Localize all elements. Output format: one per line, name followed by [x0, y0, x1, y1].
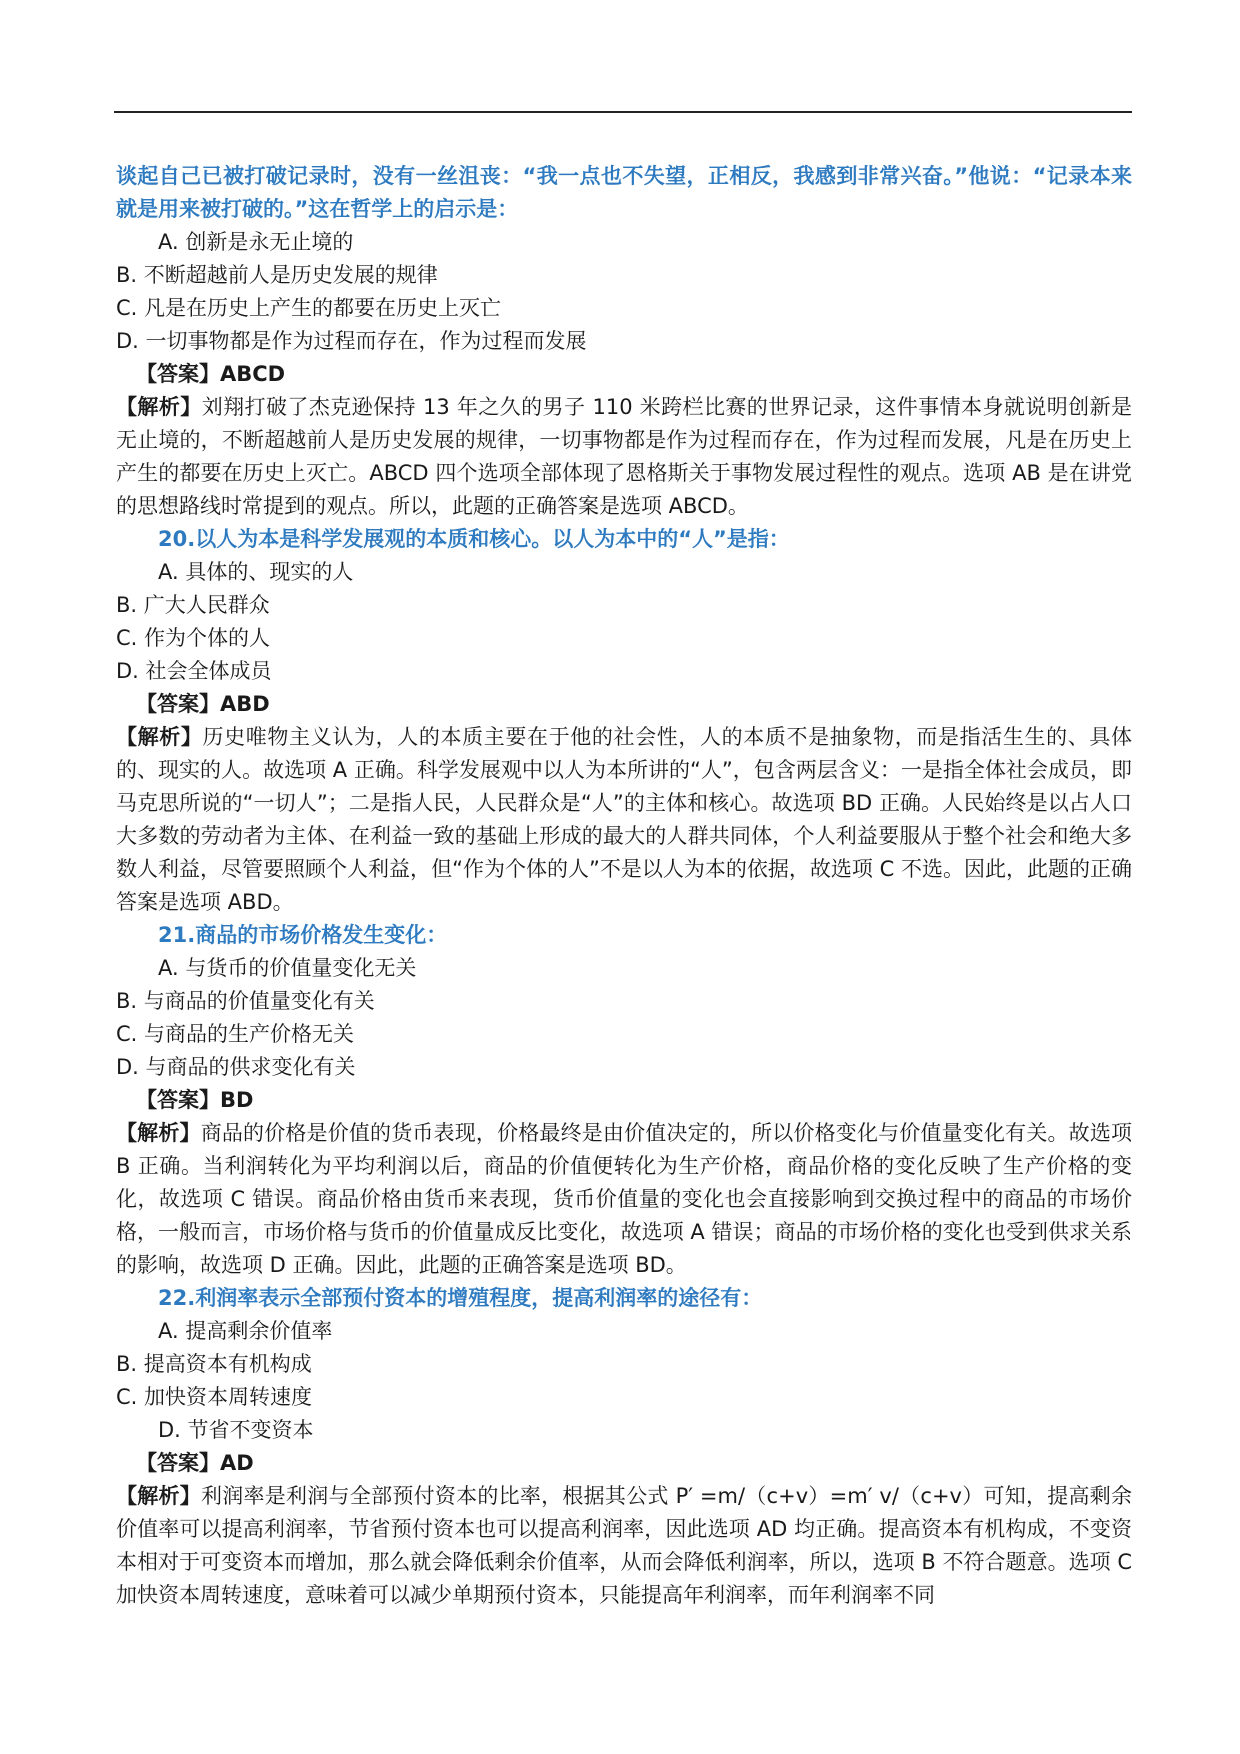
analysis-tag: 【解析】	[116, 1484, 202, 1508]
analysis	[116, 721, 1132, 919]
option-c: C. 作为个体的人	[116, 626, 271, 650]
option-b: B. 广大人民群众	[116, 593, 270, 617]
option-a: A. 提高剩余价值率	[158, 1319, 333, 1343]
analysis-text: 商品的价格是价值的货币表现，价格最终是由价值决定的，所以价格变化与价值量变化有关。故选项 B 正确。当利润转化为平均利润以后，商品的价值便转化为生产价格，商品价格的变化反映了生产价格的变化，故选项 C 错误。商品价格由货币来表现，货币价值量的变化也会直接影响到交换过程中的商品的市场价格，一般而言，市场价格与货币的价值量成反比变化，故选项 A 错误；商品的市场价格的变化也受到供求关系的影响，故选项 D 正确。因此，此题的正确答案是选项 BD。	[116, 1121, 1133, 1277]
question-block	[116, 1282, 1132, 1612]
option-c: C. 与商品的生产价格无关	[116, 1022, 355, 1046]
answer: 【答案】AD	[136, 1451, 254, 1475]
answer: 【答案】ABCD	[136, 362, 286, 386]
option-b: B. 不断超越前人是历史发展的规律	[116, 263, 438, 287]
analysis-tag: 【解析】	[116, 1121, 201, 1145]
question-stem: 谈起自己已被打破记录时，没有一丝沮丧：“我一点也不失望，正相反，我感到非常兴奋。”他说：“记录本来就是用来被打破的。”这在哲学上的启示是：	[116, 164, 1132, 221]
option-a: A. 创新是永无止境的	[158, 230, 354, 254]
option-a: A. 与货币的价值量变化无关	[158, 956, 417, 980]
analysis	[116, 1117, 1132, 1282]
question-block	[116, 160, 1132, 523]
option-b: B. 提高资本有机构成	[116, 1352, 312, 1376]
analysis-tag: 【解析】	[116, 395, 202, 419]
option-d: D. 节省不变资本	[158, 1418, 314, 1442]
answer: 【答案】BD	[136, 1088, 254, 1112]
question-stem: 20.以人为本是科学发展观的本质和核心。以人为本中的“人”是指：	[158, 527, 790, 551]
option-d: D. 社会全体成员	[116, 659, 272, 683]
document-body	[116, 160, 1132, 1612]
option-c: C. 凡是在历史上产生的都要在历史上灭亡	[116, 296, 502, 320]
option-a: A. 具体的、现实的人	[158, 560, 354, 584]
option-d: D. 一切事物都是作为过程而存在，作为过程而发展	[116, 329, 587, 353]
question-stem: 22.利润率表示全部预付资本的增殖程度，提高利润率的途径有：	[158, 1286, 763, 1310]
option-c: C. 加快资本周转速度	[116, 1385, 313, 1409]
option-b: B. 与商品的价值量变化有关	[116, 989, 375, 1013]
analysis	[116, 1480, 1132, 1612]
analysis-text: 历史唯物主义认为，人的本质主要在于他的社会性，人的本质不是抽象物，而是指活生生的、具体的、现实的人。故选项 A 正确。科学发展观中以人为本所讲的“人”，包含两层含义：一是指全体社会成员，即马克思所说的“一切人”；二是指人民，人民群众是“人”的主体和核心。故选项 BD 正确。人民始终是以占人口大多数的劳动者为主体、在利益一致的基础上形成的最大的人群共同体，个人利益要服从于整个社会和绝大多数人利益，尽管要照顾个人利益，但“作为个体的人”不是以人为本的依据，故选项 C 不选。因此，此题的正确答案是选项 ABD。	[116, 725, 1133, 914]
option-d: D. 与商品的供求变化有关	[116, 1055, 356, 1079]
analysis-text: 刘翔打破了杰克逊保持 13 年之久的男子 110 米跨栏比赛的世界记录，这件事情本身就说明创新是无止境的，不断超越前人是历史发展的规律，一切事物都是作为过程而存在，作为过程而发展，凡是在历史上产生的都要在历史上灭亡。ABCD 四个选项全部体现了恩格斯关于事物发展过程性的观点。选项 AB 是在讲党的思想路线时常提到的观点。所以，此题的正确答案是选项 ABCD。	[116, 395, 1132, 518]
question-block	[116, 919, 1132, 1282]
header-rule	[114, 111, 1132, 113]
analysis-tag: 【解析】	[116, 725, 203, 749]
answer: 【答案】ABD	[136, 692, 270, 716]
analysis	[116, 391, 1132, 523]
analysis-text: 利润率是利润与全部预付资本的比率，根据其公式 P′ =m/（c+v）=m′ v/（c+v）可知，提高剩余价值率可以提高利润率，节省预付资本也可以提高利润率，因此选项 AD 均正确。提高资本有机构成，不变资本相对于可变资本而增加，那么就会降低剩余价值率，从而会降低利润率，所以，选项 B 不符合题意。选项 C 加快资本周转速度，意味着可以减少单期预付资本，只能提高年利润率，而年利润率不同	[116, 1484, 1133, 1607]
question-stem: 21.商品的市场价格发生变化：	[158, 923, 448, 947]
question-block	[116, 523, 1132, 919]
